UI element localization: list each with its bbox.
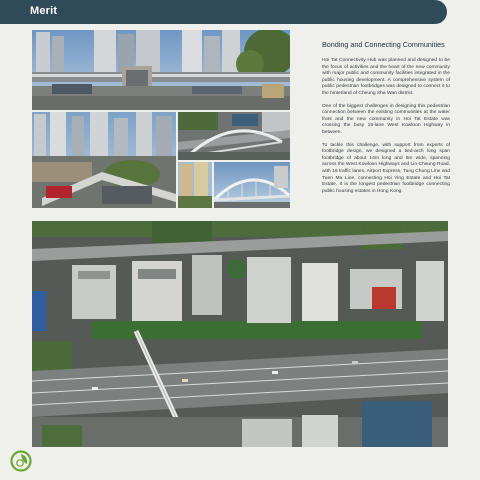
estate-towers-photo [178,162,212,208]
tied-arch-bridge-photo [214,162,290,208]
footbridge-arch-aerial-photo [178,112,290,160]
podium-aerial-photo [32,112,176,208]
paragraph-3: To tackle this challenge, with support from experts of footbridge design, we designed a tied-arch long span footbridge of about 14m long and 6m wide, spanning across the West Kowloon Highways and Lin Cheung Road, with 16 traffic lanes, Airport Express, Tung Chung Line and Tuen Ma Line, connecting Hoi Ying Estate and Hoi Tat Estate. It is the longest pedestrian footbridge connecting public housing estates in Hong Kong. [322,142,450,194]
section-heading: Bonding and Connecting Communities [322,40,445,49]
paragraph-2: One of the biggest challenges in designing this pedestrian connection between the existing communities at the water front and the new community in Hoi Tat Estate was crossing the busy 15-lane West Kowloon Highway in between. [322,103,450,135]
header-bar [0,0,447,24]
street-level-footbridge-photo [32,30,290,110]
paragraph-1: Hoi Tat Connectivity Hub was planned and designed to be the focus of activities and the heart of the new community with major public and community facilities integrated in the public housing development. A comprehensive system of public pedestrian footbridges was designed to connect it to the hinterland of Cheung Sha Wan district. [322,58,450,96]
logo-icon [10,450,32,472]
estate-overhead-aerial-photo [32,221,448,447]
page-title: Merit [30,5,58,17]
article-text [322,40,450,201]
